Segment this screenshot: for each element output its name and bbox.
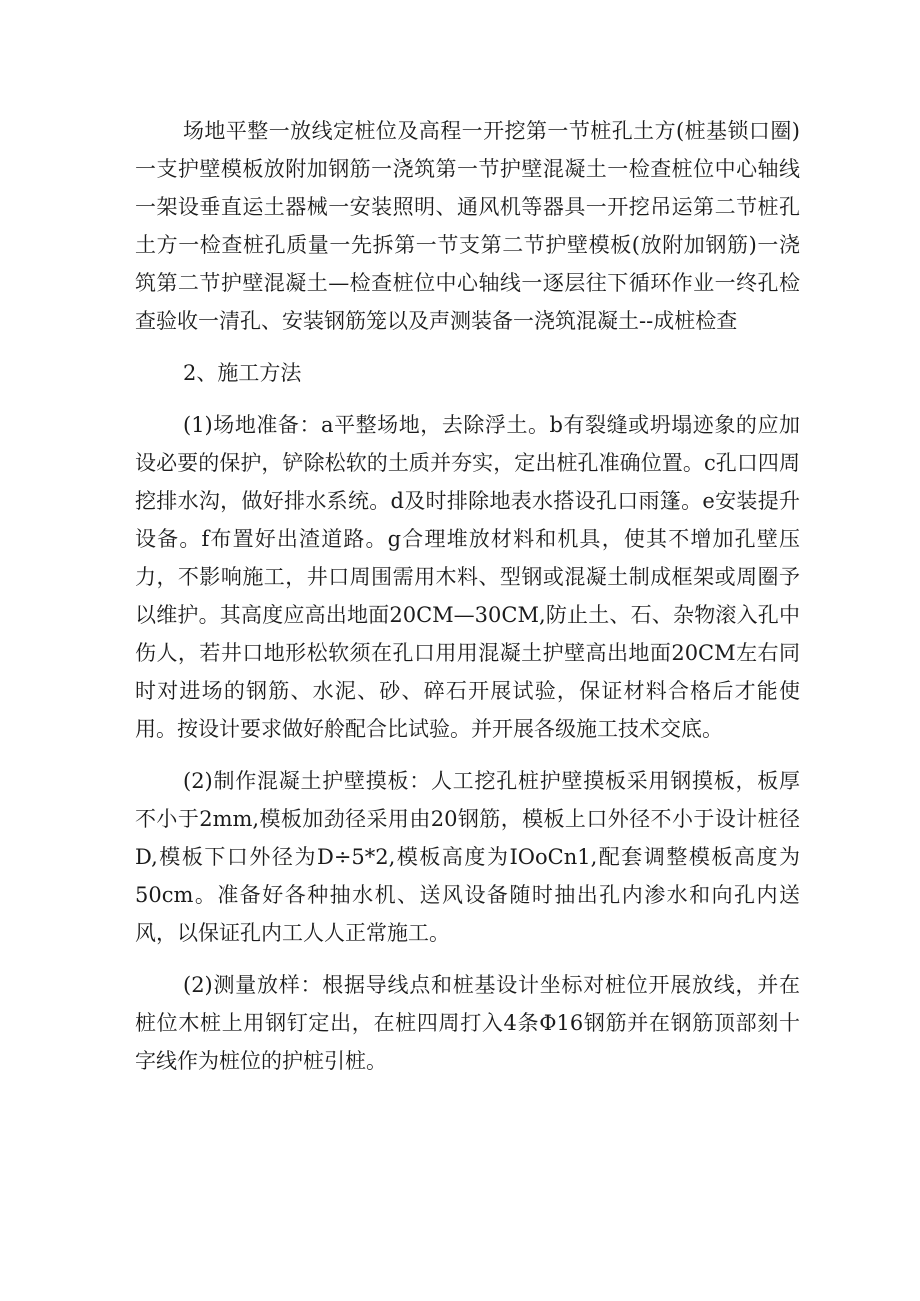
- survey-paragraph: (2)测量放样：根据导线点和桩基设计坐标对桩位开展放线，并在桩位木桩上用钢钉定出，在桩四周打入4条Φ16钢筋并在钢筋顶部刻十字线作为桩位的护桩引桩。: [135, 973, 800, 1073]
- process-flow-paragraph: 场地平整一放线定桩位及高程一开挖第一节桩孔土方(桩基锁口圈)一支护壁模板放附加钢筋一浇筑第一节护壁混凝土一检查桩位中心轴线一架设垂直运土器械一安装照明、通风机等器具一开挖吊运第二节桩孔土方一检查桩孔质量一先拆第一节支第二节护壁模板(放附加钢筋)一浇筑第二节护壁混凝土—检查桩位中心轴线一逐层往下循环作业一终孔检查验收一清孔、安装钢筋笼以及声测装备一浇筑混凝土--成桩检查: [135, 119, 800, 333]
- section-heading: 2、施工方法: [183, 361, 302, 385]
- document-body: [135, 112, 800, 1094]
- site-preparation-paragraph: (1)场地准备：a平整场地，去除浮土。b有裂缝或坍塌迹象的应加设必要的保护，铲除松软的土质并夯实，定出桩孔准确位置。c孔口四周挖排水沟，做好排水系统。d及时排除地表水搭设孔口雨篷。e安装提升设备。f布置好出渣道路。g合理堆放材料和机具，使其不增加孔壁压力，不影响施工，井口周围需用木料、型钢或混凝土制成框架或周圈予以维护。其高度应高出地面20CM—30CM,防止土、石、杂物滚入孔中伤人，若井口地形松软须在孔口用用混凝土护壁高出地面20CM左右同时对进场的钢筋、水泥、砂、碎石开展试验，保证材料合格后才能使用。按设计要求做好舲配合比试验。并开展各级施工技术交底。: [135, 413, 800, 741]
- formwork-paragraph: (2)制作混凝土护壁摸板：人工挖孔桩护壁摸板采用钢摸板，板厚不小于2mm,模板加劲径采用由20钢筋，模板上口外径不小于设计桩径D,模板下口外径为D÷5*2,模板高度为IOoCn1,配套调整模板高度为50cm。准备好各种抽水机、送风设备随时抽出孔内渗水和向孔内送风，以保证孔内工人人正常施工。: [135, 769, 800, 945]
